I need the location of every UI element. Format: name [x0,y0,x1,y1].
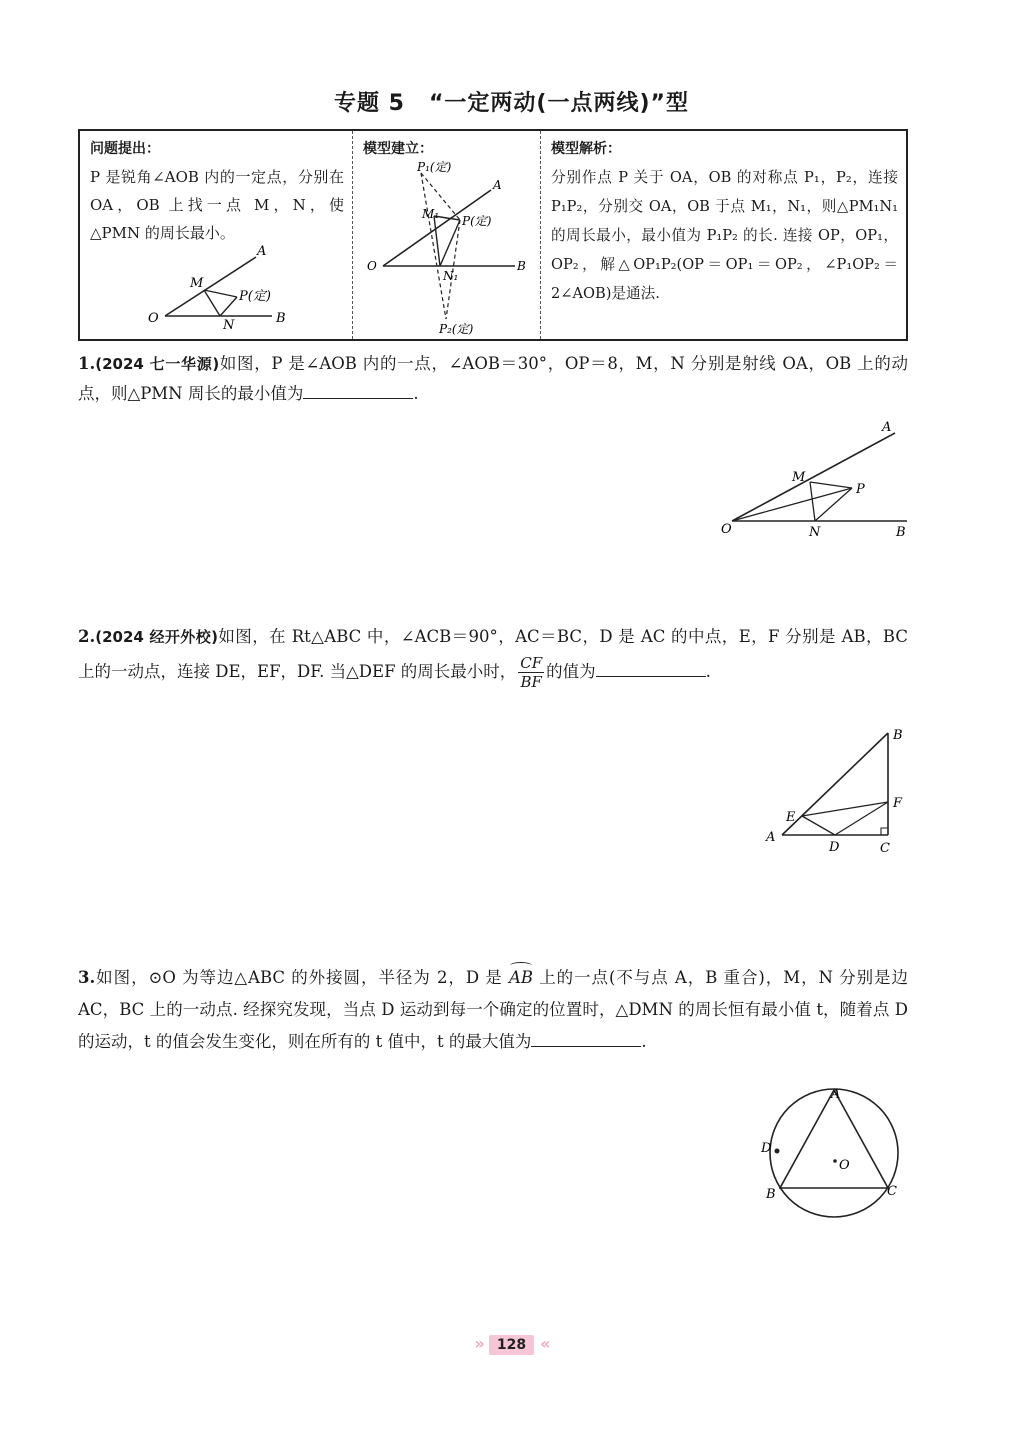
fraction-denominator: BF [520,673,542,691]
label-C: C [887,1184,897,1199]
label-M: M [792,470,806,485]
problem-3 [78,962,908,1058]
figure-model-construction [363,159,533,337]
label-B: B [896,525,906,540]
label-D: D [761,1141,772,1156]
label-B: B [766,1187,776,1202]
page-title [0,86,1023,117]
model-construction-column [352,131,541,339]
arc-ab: AB [509,962,533,994]
label-A: A [257,244,267,259]
model-analysis-column [540,131,906,339]
label-O: O [367,259,377,273]
label-N1: N₁ [443,269,459,283]
figure-problem-statement [140,239,340,331]
model-summary-table [78,129,908,341]
topic-name: “一定两动(一点两线)”型 [428,91,689,116]
label-B: B [276,311,286,326]
label-P: P [856,482,865,497]
chevron-right-icon: » [474,1334,483,1353]
label-N: N [809,525,821,540]
label-A: A [766,830,776,845]
label-F: F [893,796,903,811]
label-N: N [223,318,235,331]
problem-2-text-tail: 的值为 [546,662,596,681]
label-A: A [831,1087,841,1102]
label-M: M [190,276,204,291]
problem-2-source: (2024 经开外校) [95,628,218,646]
label-P1: P₁(定) [417,160,452,174]
answer-blank-2[interactable] [596,658,706,677]
label-B: B [893,728,903,743]
problem-statement-heading: 问题提出： [90,141,160,157]
problem-1-number: 1. [78,354,96,373]
model-analysis-heading: 模型解析： [551,141,621,157]
problem-2-end: . [705,662,711,681]
label-A: A [493,178,502,192]
label-E: E [786,810,796,825]
label-B: B [517,259,526,273]
problem-3-text: 如图，⊙O 为等边△ABC 的外接圆，半径为 2，D 是 [95,968,503,987]
label-P: P(定) [239,289,271,304]
figure-problem-3 [756,1085,906,1225]
answer-blank-1[interactable] [303,380,413,399]
label-P2: P₂(定) [439,322,474,336]
problem-2-text: 如图，在 Rt△ABC 中，∠ACB＝90°，AC＝BC，D 是 AC 的中点，E，F 分别是 AB，BC 上的一动点，连接 DE，EF，DF. 当△DEF 的周长最小时， [78,627,908,681]
answer-blank-3[interactable] [531,1028,641,1047]
problem-statement-text: P 是锐角∠AOB 内的一定点，分别在 OA，OB 上找一点 M，N，使△PMN 的周长最小。 [90,168,344,242]
page-footer [0,1334,1023,1355]
label-O: O [839,1158,850,1173]
label-A: A [882,420,892,435]
fraction-cf-over-bf [518,654,544,691]
label-O: O [721,522,732,537]
label-D: D [829,840,840,855]
label-M1: M₁ [422,207,440,221]
label-O: O [148,311,159,326]
page-number: 128 [489,1335,534,1355]
model-construction-heading: 模型建立： [363,141,433,157]
problem-1-end: . [413,384,419,403]
problem-3-text-tail: 上的一点(不与点 A，B 重合)，M，N 分别是边 AC，BC 上的一动点. 经探究发现，当点 D 运动到每一个确定的位置时，△DMN 的周长恒有最小值 t，随着点 D 的运动，t 的值会发生变化，则在所有的 t 值中，t 的最大值为 [78,968,908,1051]
problem-1-source: (2024 七一华源) [95,355,220,373]
figure-problem-1 [712,418,917,543]
label-C: C [880,841,890,856]
fraction-numerator: CF [520,654,543,672]
problem-3-number: 3. [78,968,96,987]
label-P: P(定) [462,214,492,228]
figure-problem-2 [760,725,910,860]
problem-1 [78,349,908,409]
model-analysis-text: 分别作点 P 关于 OA，OB 的对称点 P₁，P₂，连接 P₁P₂，分别交 OA，OB 于点 M₁，N₁，则△PM₁N₁ 的周长最小，最小值为 P₁P₂ 的长. 连接 OP，OP₁，OP₂，解△OP₁P₂(OP＝OP₁＝OP₂，∠P₁OP₂＝2∠AOB)是通法. [551,169,898,302]
problem-3-end: . [641,1032,647,1051]
problem-1-text: 如图，P 是∠AOB 内的一点，∠AOB＝30°，OP＝8，M，N 分别是射线 OA，OB 上的动点，则△PMN 周长的最小值为 [78,354,908,403]
problem-2 [78,620,908,691]
problem-statement-column [80,131,352,339]
topic-number: 专题 5 [334,91,405,116]
chevron-left-icon: « [540,1334,549,1353]
problem-2-number: 2. [78,627,96,646]
